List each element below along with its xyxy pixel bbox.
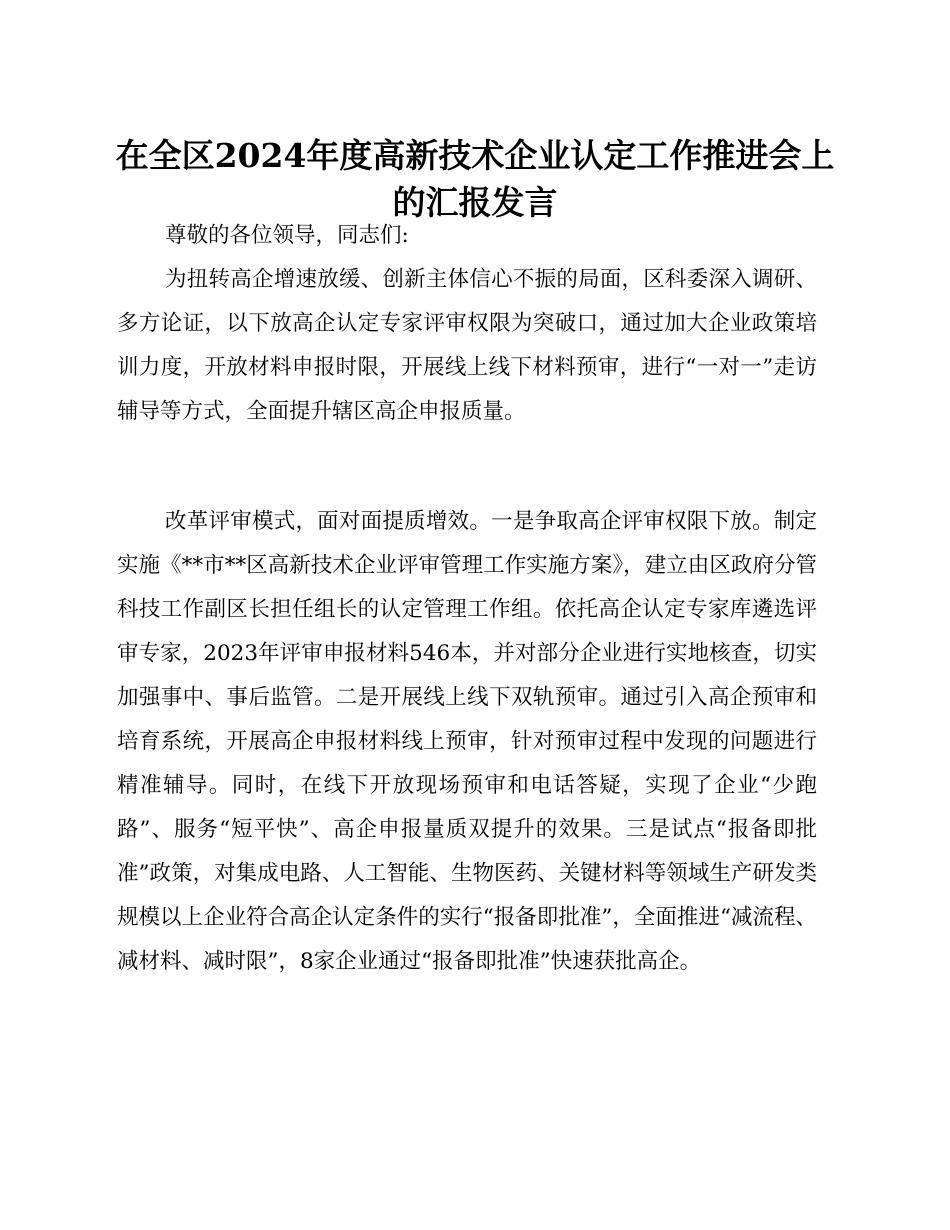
greeting-line: 尊敬的各位领导，同志们: — [165, 223, 409, 248]
paragraph-review-reform: 改革评审模式，面对面提质增效。一是争取高企评审权限下放。制定实施《**市**区高新技术企业评审管理工作实施方案》，建立由区政府分管科技工作副区长担任组长的认定管理工作组。依托高企认定专家库遴选评审专家，2023年评审申报材料546本，并对部分企业进行实地核查，切实加强事中、事后监管。二是开展线上线下双轨预审。通过引入高企预审和培育系统，开展高企申报材料线上预审，针对预审过程中发现的问题进行精准辅导。同时，在线下开放现场预审和电话答疑，实现了企业“少跑路”、服务“短平快”、高企申报量质双提升的效果。三是试点“报备即批准”政策，对集成电路、人工智能、生物医药、关键材料等领域生产研发类规模以上企业符合高企认定条件的实行“报备即批准”，全面推进“减流程、减材料、减时限”，8家企业通过“报备即批准”快速获批高企。 — [117, 509, 817, 974]
document-title: 在全区2024年度高新技术企业认定工作推进会上的汇报发言 — [115, 136, 835, 222]
paragraph-intro: 为扭转高企增速放缓、创新主体信心不振的局面，区科委深入调研、多方论证，以下放高企认定专家评审权限为突破口，通过加大企业政策培训力度，开放材料申报时限，开展线上线下材料预审，进行“一对一”走访辅导等方式，全面提升辖区高企申报质量。 — [117, 267, 817, 424]
